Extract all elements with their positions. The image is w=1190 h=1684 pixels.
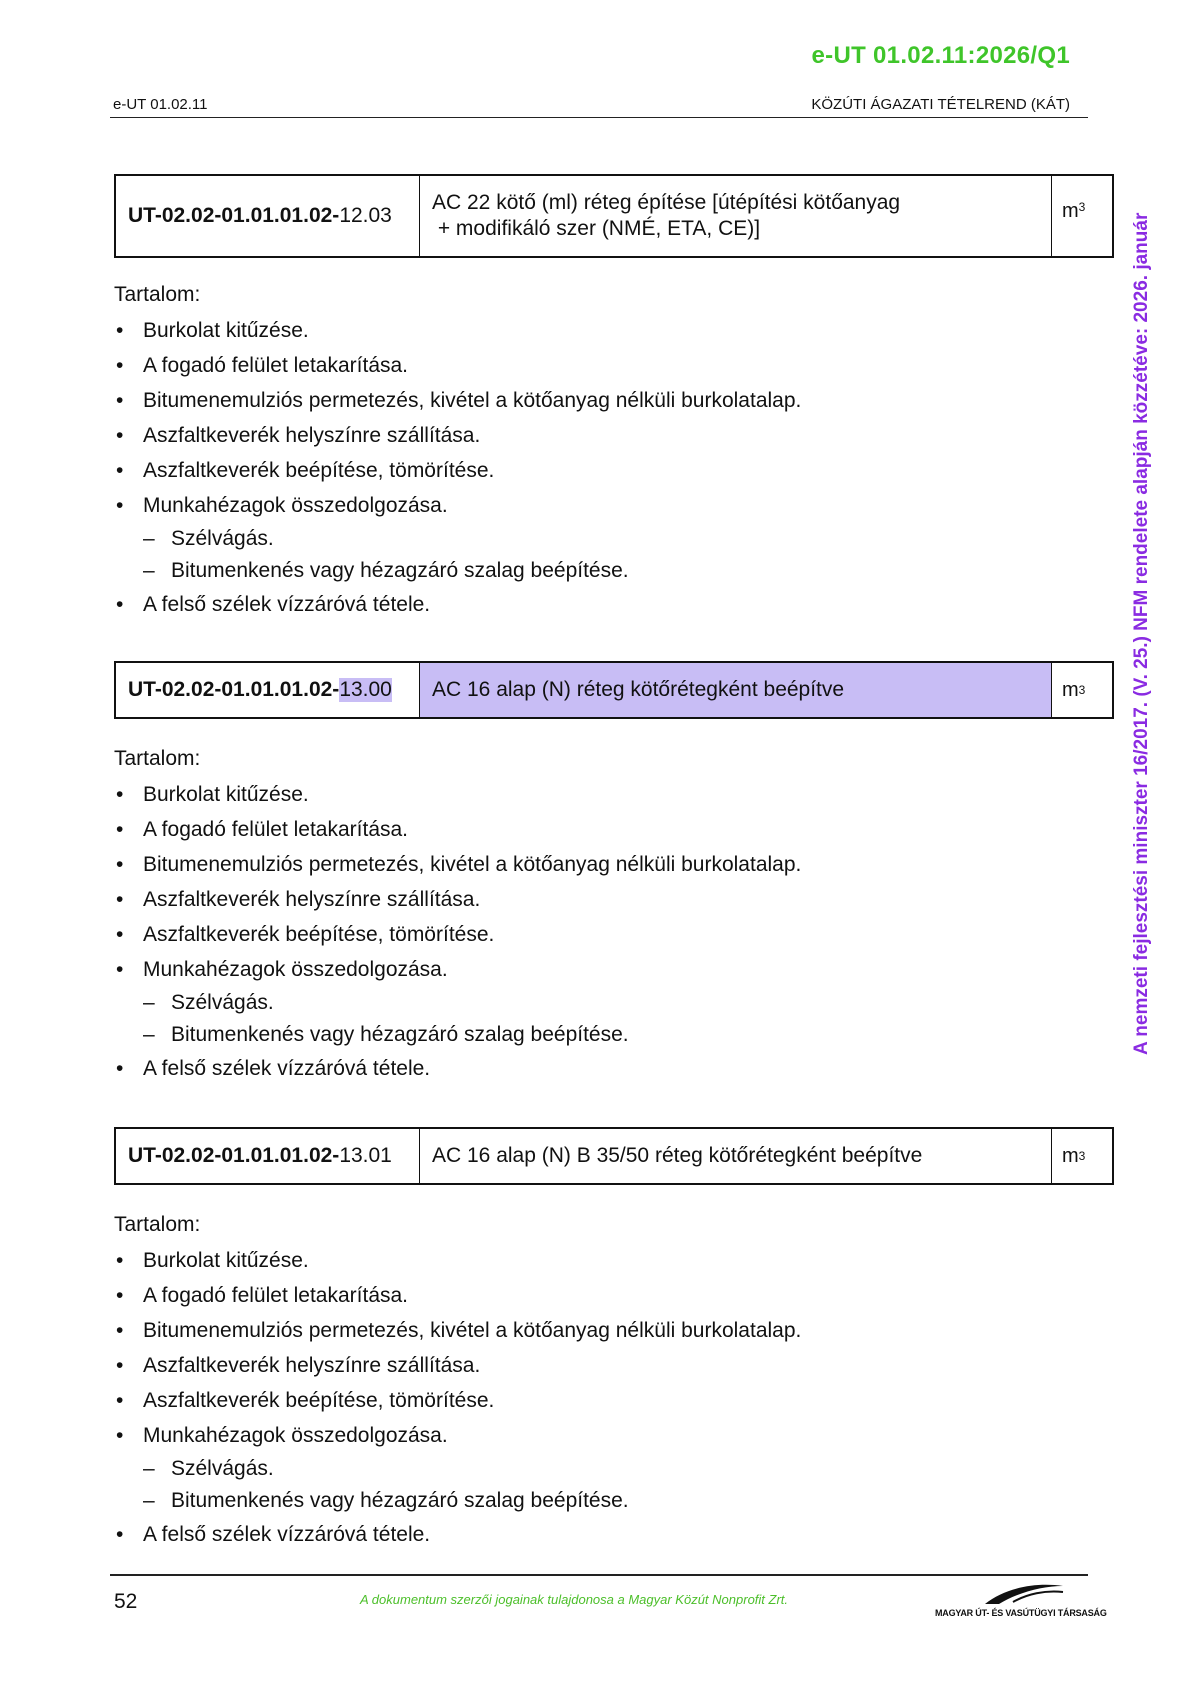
sub-list-item: – Bitumenkenés vagy hézagzáró szalag beépítése. — [114, 1485, 1064, 1517]
list-item: • Aszfaltkeverék helyszínre szállítása. — [114, 418, 1064, 453]
item-row-1 — [114, 174, 1114, 258]
list-item: • Aszfaltkeverék beépítése, tömörítése. — [114, 1383, 1064, 1418]
item-description: AC 22 kötő (ml) réteg építése [útépítési kötőanyag + modifikáló szer (NMÉ, ETA, CE)] — [420, 176, 1052, 256]
content-title: Tartalom: — [114, 1213, 201, 1236]
header-right: KÖZÚTI ÁGAZATI TÉTELREND (KÁT) — [811, 96, 1070, 113]
logo-swoosh-icon — [935, 1580, 1085, 1608]
item-row-2 — [114, 661, 1114, 719]
list-item: • Aszfaltkeverék beépítése, tömörítése. — [114, 453, 1064, 488]
item-unit: m 3 — [1062, 1144, 1086, 1167]
item-unit: m 3 — [1062, 678, 1086, 701]
sub-list-item: – Szélvágás. — [114, 523, 1064, 555]
item-code: UT-02.02-01.01.01.02- 12.03 — [116, 176, 420, 256]
header-rule — [110, 117, 1088, 118]
list-item: • Burkolat kitűzése. — [114, 1243, 1064, 1278]
list-item: • Aszfaltkeverék helyszínre szállítása. — [114, 1348, 1064, 1383]
header-left: e-UT 01.02.11 — [113, 96, 208, 113]
side-note: A nemzeti fejlesztési miniszter 16/2017. (V. 25.) NFM rendelete alapján közzétéve: 2026. január — [1131, 212, 1152, 1055]
list-item: • Bitumenemulziós permetezés, kivétel a kötőanyag nélküli burkolatalap. — [114, 847, 1064, 882]
list-item: • Munkahézagok összedolgozása. — [114, 488, 1064, 523]
list-item: • A felső szélek vízzáróvá tétele. — [114, 587, 1064, 622]
item-description: AC 16 alap (N) B 35/50 réteg kötőrétegként beépítve — [420, 1129, 1052, 1183]
item-unit: m $^3$ — [1062, 200, 1086, 222]
logo-text: MAGYAR ÚT- ÉS VASÚTÜGYI TÁRSASÁG — [935, 1608, 1107, 1618]
list-item: • Aszfaltkeverék helyszínre szállítása. — [114, 882, 1064, 917]
list-item: • A fogadó felület letakarítása. — [114, 812, 1064, 847]
copyright-notice: A dokumentum szerzői jogainak tulajdonosa a Magyar Közút Nonprofit Zrt. — [360, 1592, 789, 1607]
list-item: • Aszfaltkeverék beépítése, tömörítése. — [114, 917, 1064, 952]
list-item: • Munkahézagok összedolgozása. — [114, 1418, 1064, 1453]
sub-list-item: – Bitumenkenés vagy hézagzáró szalag beépítése. — [114, 1019, 1064, 1051]
content-block-3 — [114, 1207, 1064, 1552]
list-item: • Bitumenemulziós permetezés, kivétel a kötőanyag nélküli burkolatalap. — [114, 1313, 1064, 1348]
sub-list-item: – Bitumenkenés vagy hézagzáró szalag beépítése. — [114, 555, 1064, 587]
sub-list-item: – Szélvágás. — [114, 1453, 1064, 1485]
content-title: Tartalom: — [114, 283, 201, 306]
content-block-2 — [114, 741, 1064, 1086]
item-code: UT-02.02-01.01.01.02- 13.00 — [116, 663, 420, 717]
content-block-1 — [114, 277, 1064, 622]
page-number: 52 — [114, 1590, 138, 1613]
sub-list-item: – Szélvágás. — [114, 987, 1064, 1019]
item-code: UT-02.02-01.01.01.02- 13.01 — [116, 1129, 420, 1183]
list-item: • Bitumenemulziós permetezés, kivétel a kötőanyag nélküli burkolatalap. — [114, 383, 1064, 418]
list-item: • A fogadó felület letakarítása. — [114, 1278, 1064, 1313]
list-item: • Burkolat kitűzése. — [114, 313, 1064, 348]
list-item: • Burkolat kitűzése. — [114, 777, 1064, 812]
list-item: • A fogadó felület letakarítása. — [114, 348, 1064, 383]
list-item: • A felső szélek vízzáróvá tétele. — [114, 1051, 1064, 1086]
footer-rule — [110, 1574, 1088, 1576]
item-description: AC 16 alap (N) réteg kötőrétegként beépítve — [420, 663, 1052, 717]
list-item: • A felső szélek vízzáróvá tétele. — [114, 1517, 1064, 1552]
document-id: e-UT 01.02.11:2026/Q1 — [811, 42, 1070, 69]
list-item: • Munkahézagok összedolgozása. — [114, 952, 1064, 987]
society-logo — [935, 1580, 1107, 1620]
content-title: Tartalom: — [114, 747, 201, 770]
item-row-3 — [114, 1127, 1114, 1185]
